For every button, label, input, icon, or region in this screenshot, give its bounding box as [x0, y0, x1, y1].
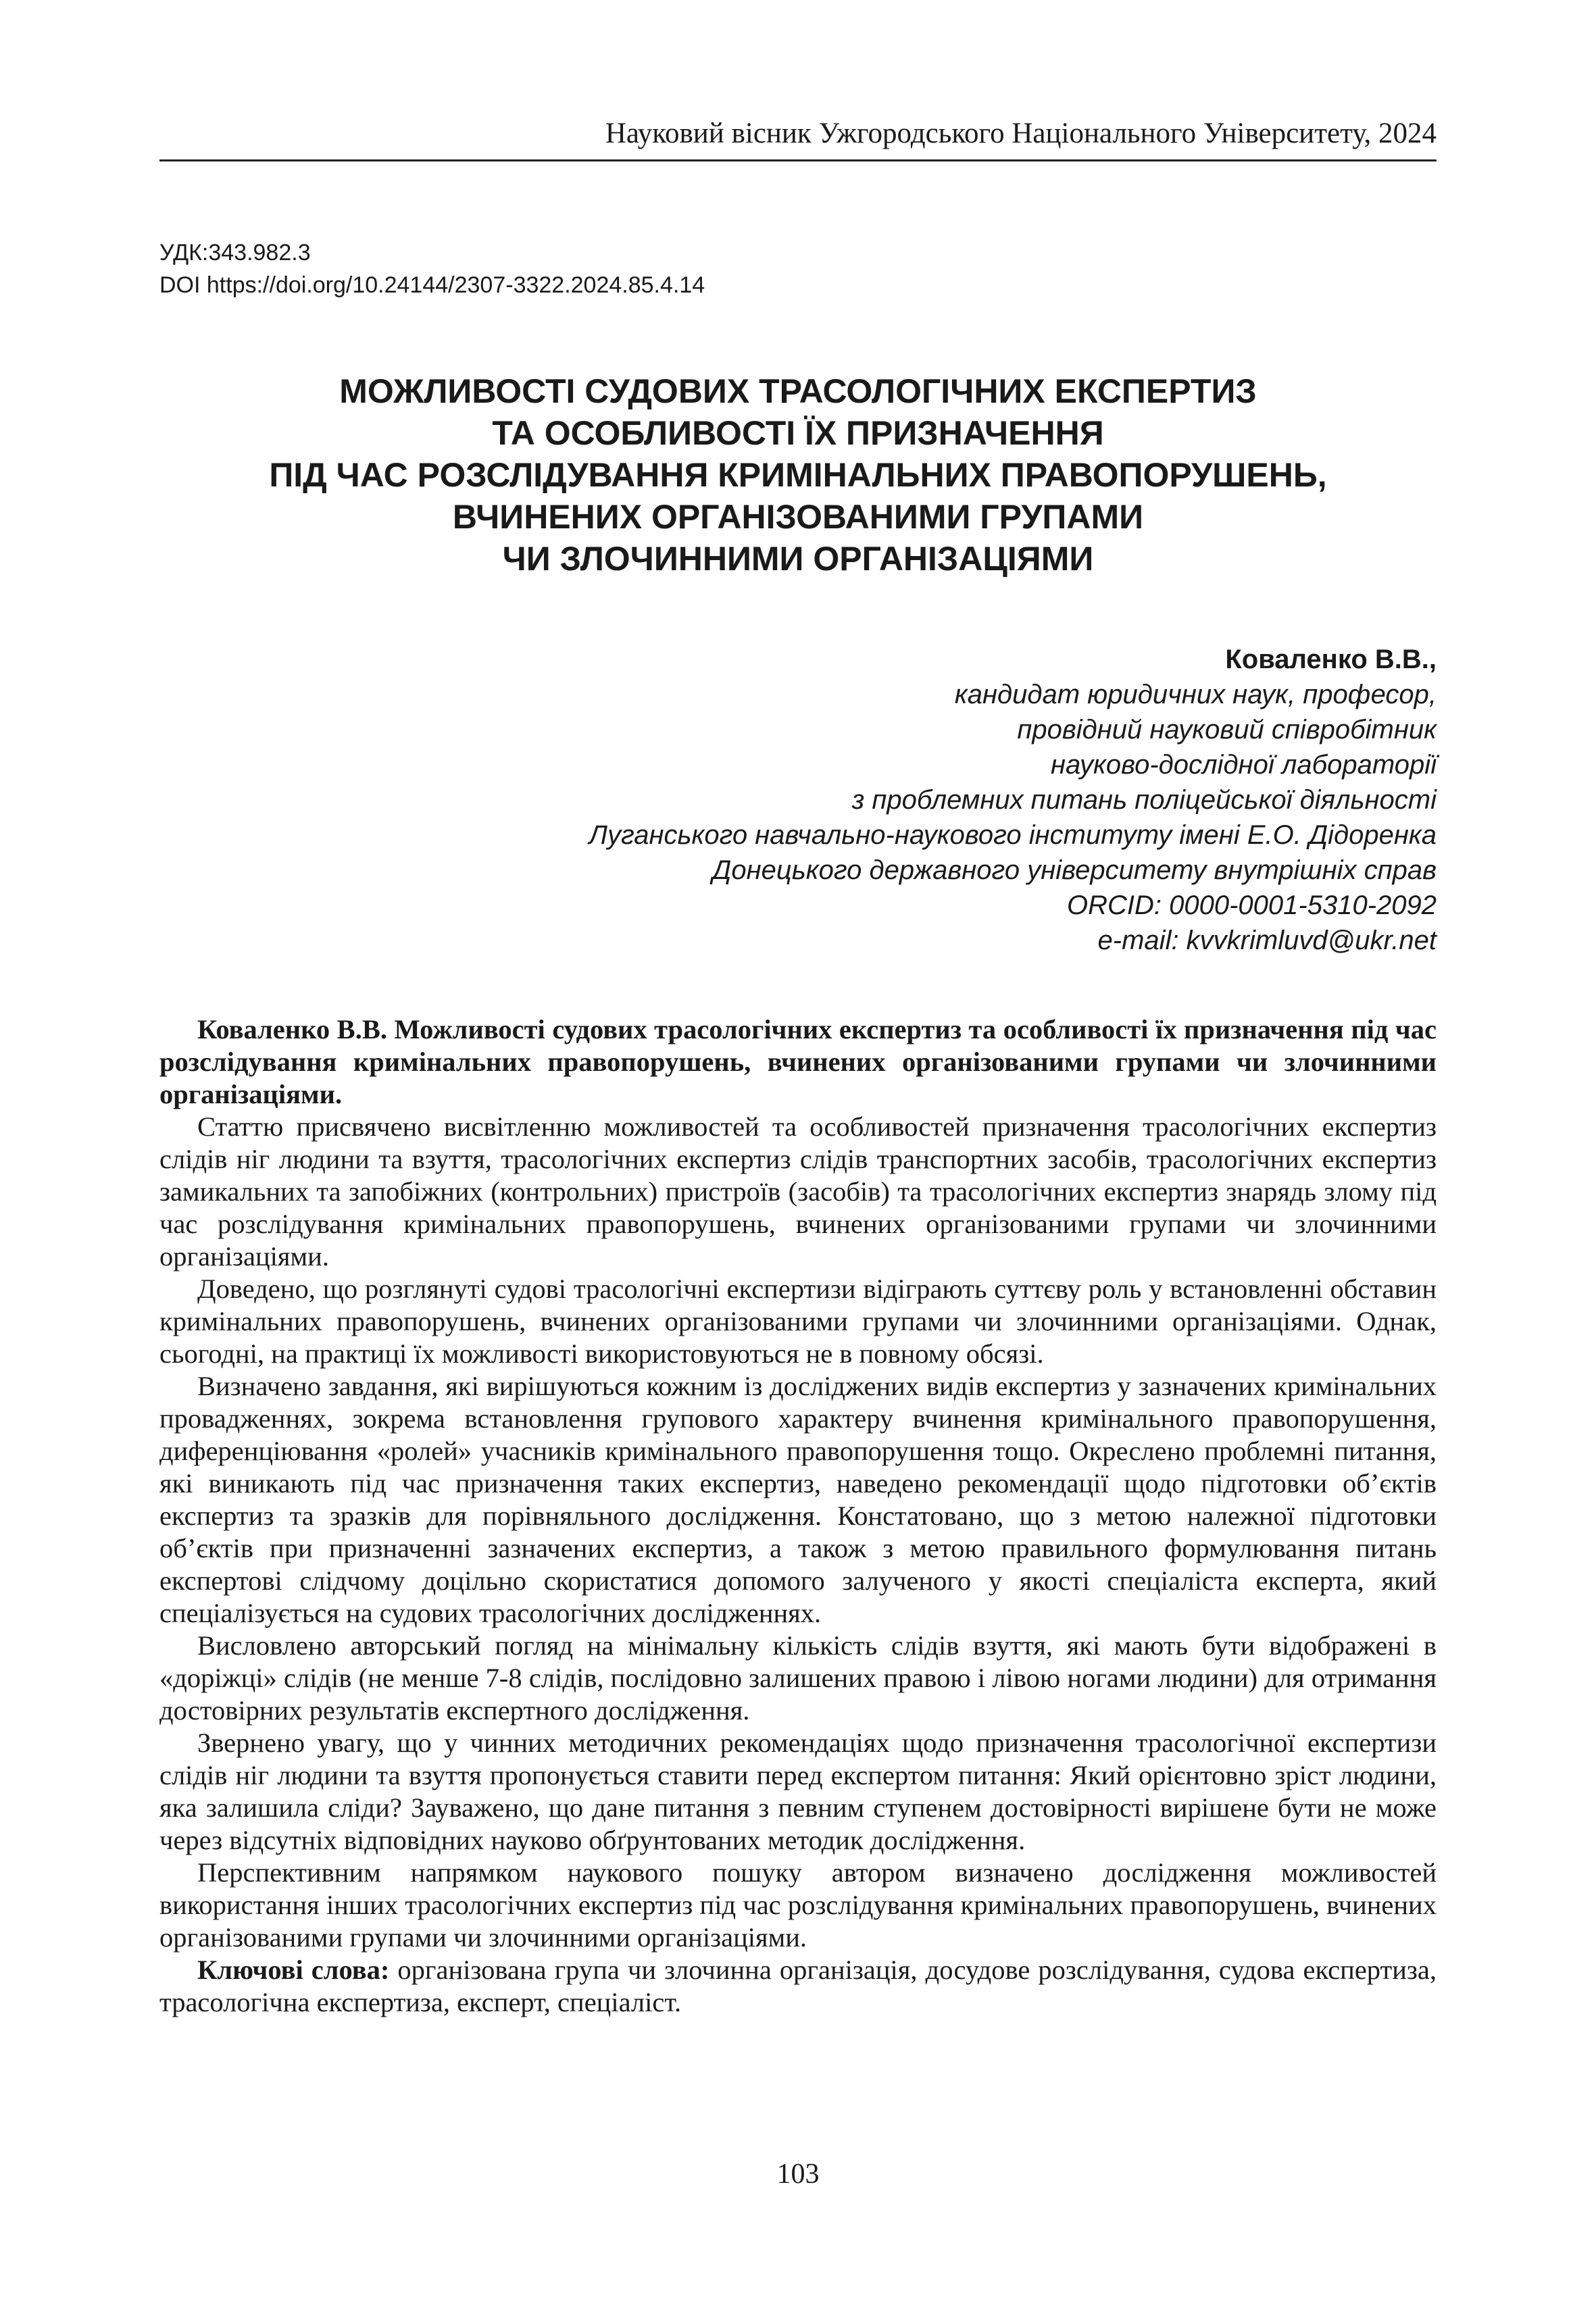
abstract-paragraph: Висловлено авторський погляд на мінімальну кількість слідів взуття, які мають бути відображені в «доріжці» слідів (не менше 7-8 слідів, послідовно залишених правою і лівою ногами людини) для отримання достовірних результатів експертного дослідження. [159, 1630, 1437, 1726]
udc-code: УДК:343.982.3 [159, 240, 311, 266]
author-block [159, 642, 1437, 958]
title-line: МОЖЛИВОСТІ СУДОВИХ ТРАСОЛОГІЧНИХ ЕКСПЕРТИЗ [339, 372, 1257, 410]
author-position: провідний науковий співробітник [1017, 715, 1437, 745]
title-line: ТА ОСОБЛИВОСТІ ЇХ ПРИЗНАЧЕННЯ [492, 414, 1104, 452]
header-rule [159, 159, 1437, 161]
doi-line: DOI https://doi.org/10.24144/2307-3322.2024.85.4.14 [159, 272, 705, 298]
author-laboratory-topic: з проблемних питань поліцейської діяльності [851, 785, 1437, 815]
abstract-paragraph: Звернено увагу, що у чинних методичних рекомендаціях щодо призначення трасологічної експертизи слідів ніг людини та взуття пропонується ставити перед експертом питання: Який орієнтовно зріст людини, яка залишила сліди? Зауважено, що дане питання з певним ступенем достовірності вирішене бути не може через відсутніх відповідних науково обґрунтованих методик дослідження. [159, 1728, 1437, 1855]
abstract-paragraph: Перспективним напрямком наукового пошуку автором визначено дослідження можливостей використання інших трасологічних експертиз під час розслідування кримінальних правопорушень, вчинених організованими групами чи злочинними організаціями. [159, 1857, 1437, 1953]
title-line: ЧИ ЗЛОЧИННИМИ ОРГАНІЗАЦІЯМИ [502, 540, 1094, 578]
abstract-paragraph: Статтю присвячено висвітленню можливостей та особливостей призначення трасологічних експертиз слідів ніг людини та взуття, трасологічних експертиз слідів транспортних засобів, трасологічних експертиз замикальних та запобіжних (контрольних) пристроїв (засобів) та трасологічних експертиз знарядь злому під час розслідування кримінальних правопорушень, вчинених організованими групами чи злочинними організаціями. [159, 1111, 1437, 1272]
keywords-text: організована група чи злочинна організація, досудове розслідування, судова експертиза, трасологічна експертиза, експерт, спеціаліст. [159, 1955, 1437, 2017]
keywords-label: Ключові слова: [197, 1955, 390, 1985]
author-institute: Луганського навчально-наукового інституту імені Е.О. Дідоренка [589, 820, 1437, 850]
abstract-citation: Коваленко В.В. Можливості судових трасологічних експертиз та особливості їх призначення під час розслідування кримінальних правопорушень, вчинених організованими групами чи злочинними організаціями. [159, 1014, 1437, 1109]
abstract-paragraph: Визначено завдання, які вирішуються кожним із досліджених видів експертиз у зазначених кримінальних провадженнях, зокрема встановлення групового характеру вчинення кримінального правопорушення, диференціювання «ролей» учасників кримінального правопорушення тощо. Окреслено проблемні питання, які виникають під час призначення таких експертиз, наведено рекомендації щодо підготовки об’єктів експертиз та зразків для порівняльного дослідження. Констатовано, що з метою належної підготовки об’єктів при призначенні зазначених експертиз, а також з метою правильного формулювання питань експертові слідчому доцільно скористатися допомого залученого у якості спеціаліста експерта, який спеціалізується на судових трасологічних дослідженнях. [159, 1371, 1437, 1628]
author-laboratory: науково-дослідної лабораторії [1051, 750, 1437, 780]
keywords [159, 1954, 1437, 2019]
page-number: 103 [776, 2159, 820, 2190]
author-credentials: кандидат юридичних наук, професор, [954, 680, 1437, 709]
title-line: ПІД ЧАС РОЗСЛІДУВАННЯ КРИМІНАЛЬНИХ ПРАВОПОРУШЕНЬ, [269, 456, 1327, 494]
author-university: Донецького державного університету внутрішніх справ [712, 855, 1437, 885]
author-name: Коваленко В.В., [1225, 645, 1437, 674]
article-title [159, 370, 1437, 580]
title-line: ВЧИНЕНИХ ОРГАНІЗОВАНИМИ ГРУПАМИ [452, 498, 1144, 536]
abstract [159, 1013, 1437, 2019]
running-head: Науковий вісник Ужгородського Національного Університету, 2024 [605, 118, 1437, 149]
author-orcid: ORCID: 0000-0001-5310-2092 [1066, 890, 1437, 920]
abstract-paragraph: Доведено, що розглянуті судові трасологічні експертизи відіграють суттєву роль у встановленні обставин кримінальних правопорушень, вчинених організованими групами чи злочинними організаціями. Однак, сьогодні, на практиці їх можливості використовуються не в повному обсязі. [159, 1274, 1437, 1369]
author-email: e-mail: kvvkrimluvd@ukr.net [1097, 926, 1437, 955]
